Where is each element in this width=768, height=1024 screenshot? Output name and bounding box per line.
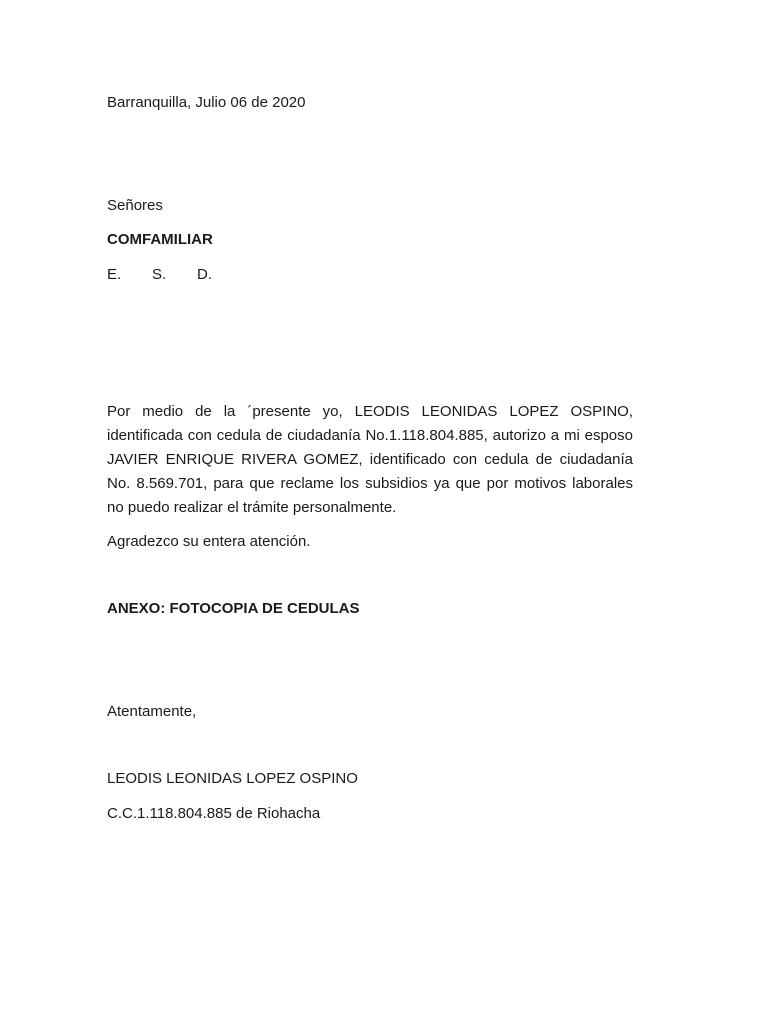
place-date: Barranquilla, Julio 06 de 2020 — [107, 94, 306, 111]
annex-line: ANEXO: FOTOCOPIA DE CEDULAS — [107, 600, 360, 617]
body-paragraph: Por medio de la ´presente yo, LEODIS LEONIDAS LOPEZ OSPINO, identificada con cedula de ciudadanía No.1.118.804.885, autorizo a mi esposo JAVIER ENRIQUE RIVERA GOMEZ, identificado con cedula de ciudadanía No. 8.569.701, para que reclame los subsidios ya que por motivos laborales no puedo realizar el trámite personalmente. — [107, 403, 633, 516]
esd-line — [107, 263, 227, 287]
salutation: Señores — [107, 197, 163, 214]
recipient: COMFAMILIAR — [107, 231, 213, 248]
signer-name: LEODIS LEONIDAS LOPEZ OSPINO — [107, 770, 358, 787]
closing-line: Atentamente, — [107, 703, 197, 720]
esd-d: D. — [197, 266, 212, 283]
thanks-line: Agradezco su entera atención. — [107, 533, 311, 550]
esd-s: S. — [152, 266, 167, 283]
esd-e: E. — [107, 266, 122, 283]
signer-id: C.C.1.118.804.885 de Riohacha — [107, 805, 321, 822]
